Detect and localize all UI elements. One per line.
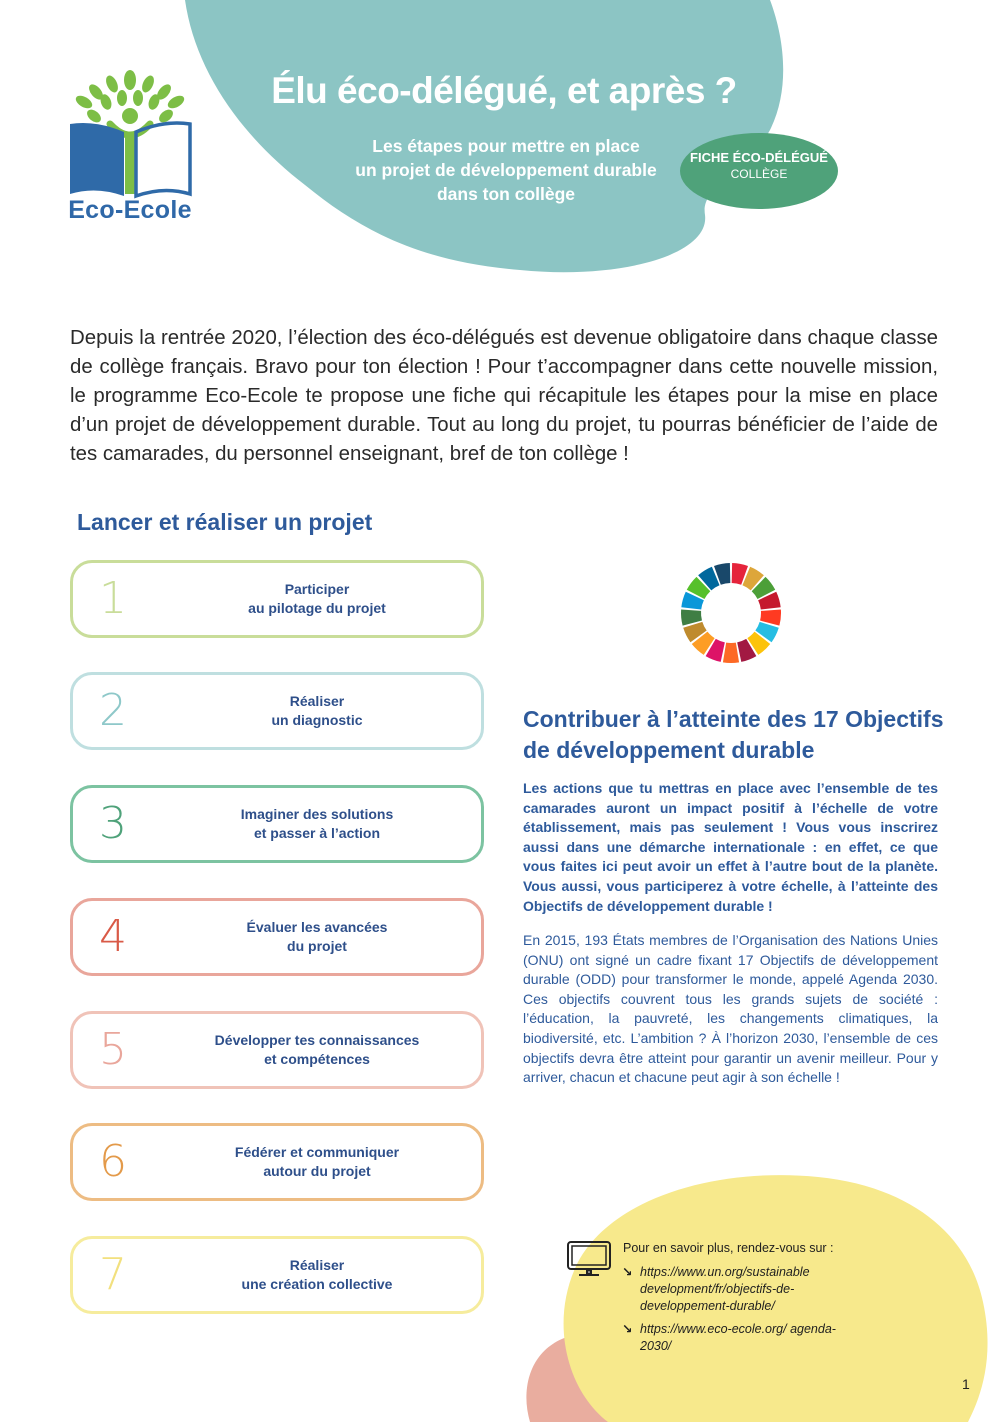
arrow-down-right-icon: ↘ — [622, 1322, 633, 1336]
step-number: 5 — [99, 1024, 127, 1075]
steps-section-title: Lancer et réaliser un projet — [77, 509, 373, 535]
step-number: 6 — [99, 1136, 127, 1187]
intro-paragraph: Depuis la rentrée 2020, l’élection des éco-délégués est devenue obligatoire dans chaque classe de collège français. Bravo pour ton élection ! Pour t’accompagner dans cette nouvelle mission, le programme Eco-Ecole te propose une fiche qui récapitule les étapes pour la mise en place d’un projet de développement durable. Tout au long du projet, tu pourras bénéficier de l’aide de tes camarades, du personnel enseignant, bref de ton collège ! — [70, 327, 938, 465]
page-number: 1 — [962, 1376, 970, 1392]
resource-link-un[interactable] — [622, 1264, 842, 1315]
sdg-wheel-segment — [723, 643, 739, 663]
step-label: Développer tes connaissances et compétences — [214, 1032, 420, 1067]
step-card — [70, 1236, 484, 1314]
resource-link-text[interactable]: https://www.eco-ecole.org/ agenda-2030/ — [640, 1322, 836, 1353]
fiche-badge-title: FICHE ÉCO-DÉLÉGUÉ — [690, 150, 828, 165]
page-subtitle — [330, 134, 682, 206]
monitor-icon — [566, 1240, 612, 1278]
sdg-wheel-icon — [680, 562, 782, 664]
step-label: Participer au pilotage du projet — [248, 581, 386, 616]
step-card — [70, 1011, 484, 1089]
step-number: 3 — [99, 798, 127, 849]
eco-ecole-logo-text: Eco-Ecole — [68, 196, 192, 224]
page-title: Élu éco-délégué, et après ? — [271, 70, 737, 111]
subtitle-line: Les étapes pour mettre en place — [372, 136, 640, 156]
step-label: Imaginer des solutions et passer à l’action — [240, 806, 394, 841]
fiche-badge-subtitle: COLLÈGE — [730, 167, 788, 181]
step-number: 7 — [99, 1249, 127, 1300]
resource-link-text[interactable]: https://www.un.org/sustainable development/fr/objectifs-de-developpement-durable/ — [640, 1265, 810, 1313]
step-card — [70, 898, 484, 976]
odd-paragraph: En 2015, 193 États membres de l’Organisation des Nations Unies (ONU) ont signé un cadre fixant 17 Objectifs de développement durable (ODD) pour transformer le monde, appelé Agenda 2030. Ces objectifs couvrent tous les grands sujets de société : l’éducation, la pauvreté, les changements climatiques, la biodiversité, etc. L’ambition ? À l’horizon 2030, l’ensemble de ces objectifs devra être atteint pour garantir un avenir meilleur. Pour y arriver, chacun et chacune peut agir à son échelle ! — [523, 932, 938, 1086]
step-card — [70, 1123, 484, 1201]
step-card — [70, 560, 484, 638]
subtitle-line: dans ton collège — [436, 184, 576, 204]
step-number: 1 — [99, 573, 127, 624]
step-label: Fédérer et communiquer autour du projet — [234, 1144, 400, 1179]
step-number: 2 — [99, 685, 127, 736]
subtitle-line: un projet de développement durable — [355, 160, 657, 180]
step-card — [70, 672, 484, 750]
odd-section-title: Contribuer à l’atteinte des 17 Objectifs de développement durable — [523, 706, 944, 763]
arrow-down-right-icon: ↘ — [622, 1265, 633, 1279]
fiche-badge — [680, 133, 838, 209]
resources-intro: Pour en savoir plus, rendez-vous sur : — [623, 1241, 834, 1255]
step-label: Évaluer les avancées du projet — [246, 919, 388, 954]
step-label: Réaliser une création collective — [241, 1257, 393, 1292]
step-card — [70, 785, 484, 863]
resource-link-eco-ecole[interactable] — [622, 1321, 842, 1355]
step-label: Réaliser un diagnostic — [271, 693, 363, 728]
step-number: 4 — [99, 911, 127, 962]
odd-bold-paragraph: Les actions que tu mettras en place avec l’ensemble de tes camarades auront un impact positif à l’échelle de votre établissement, mais pas seulement ! Vous vous inscrirez aussi dans une démarche internationale : en effet, ce que vous faites ici peut avoir un effet à l’autre bout de la planète. Vous aussi, vous participerez à votre échelle, à l’atteinte des Objectifs de développement durable ! — [523, 780, 938, 914]
